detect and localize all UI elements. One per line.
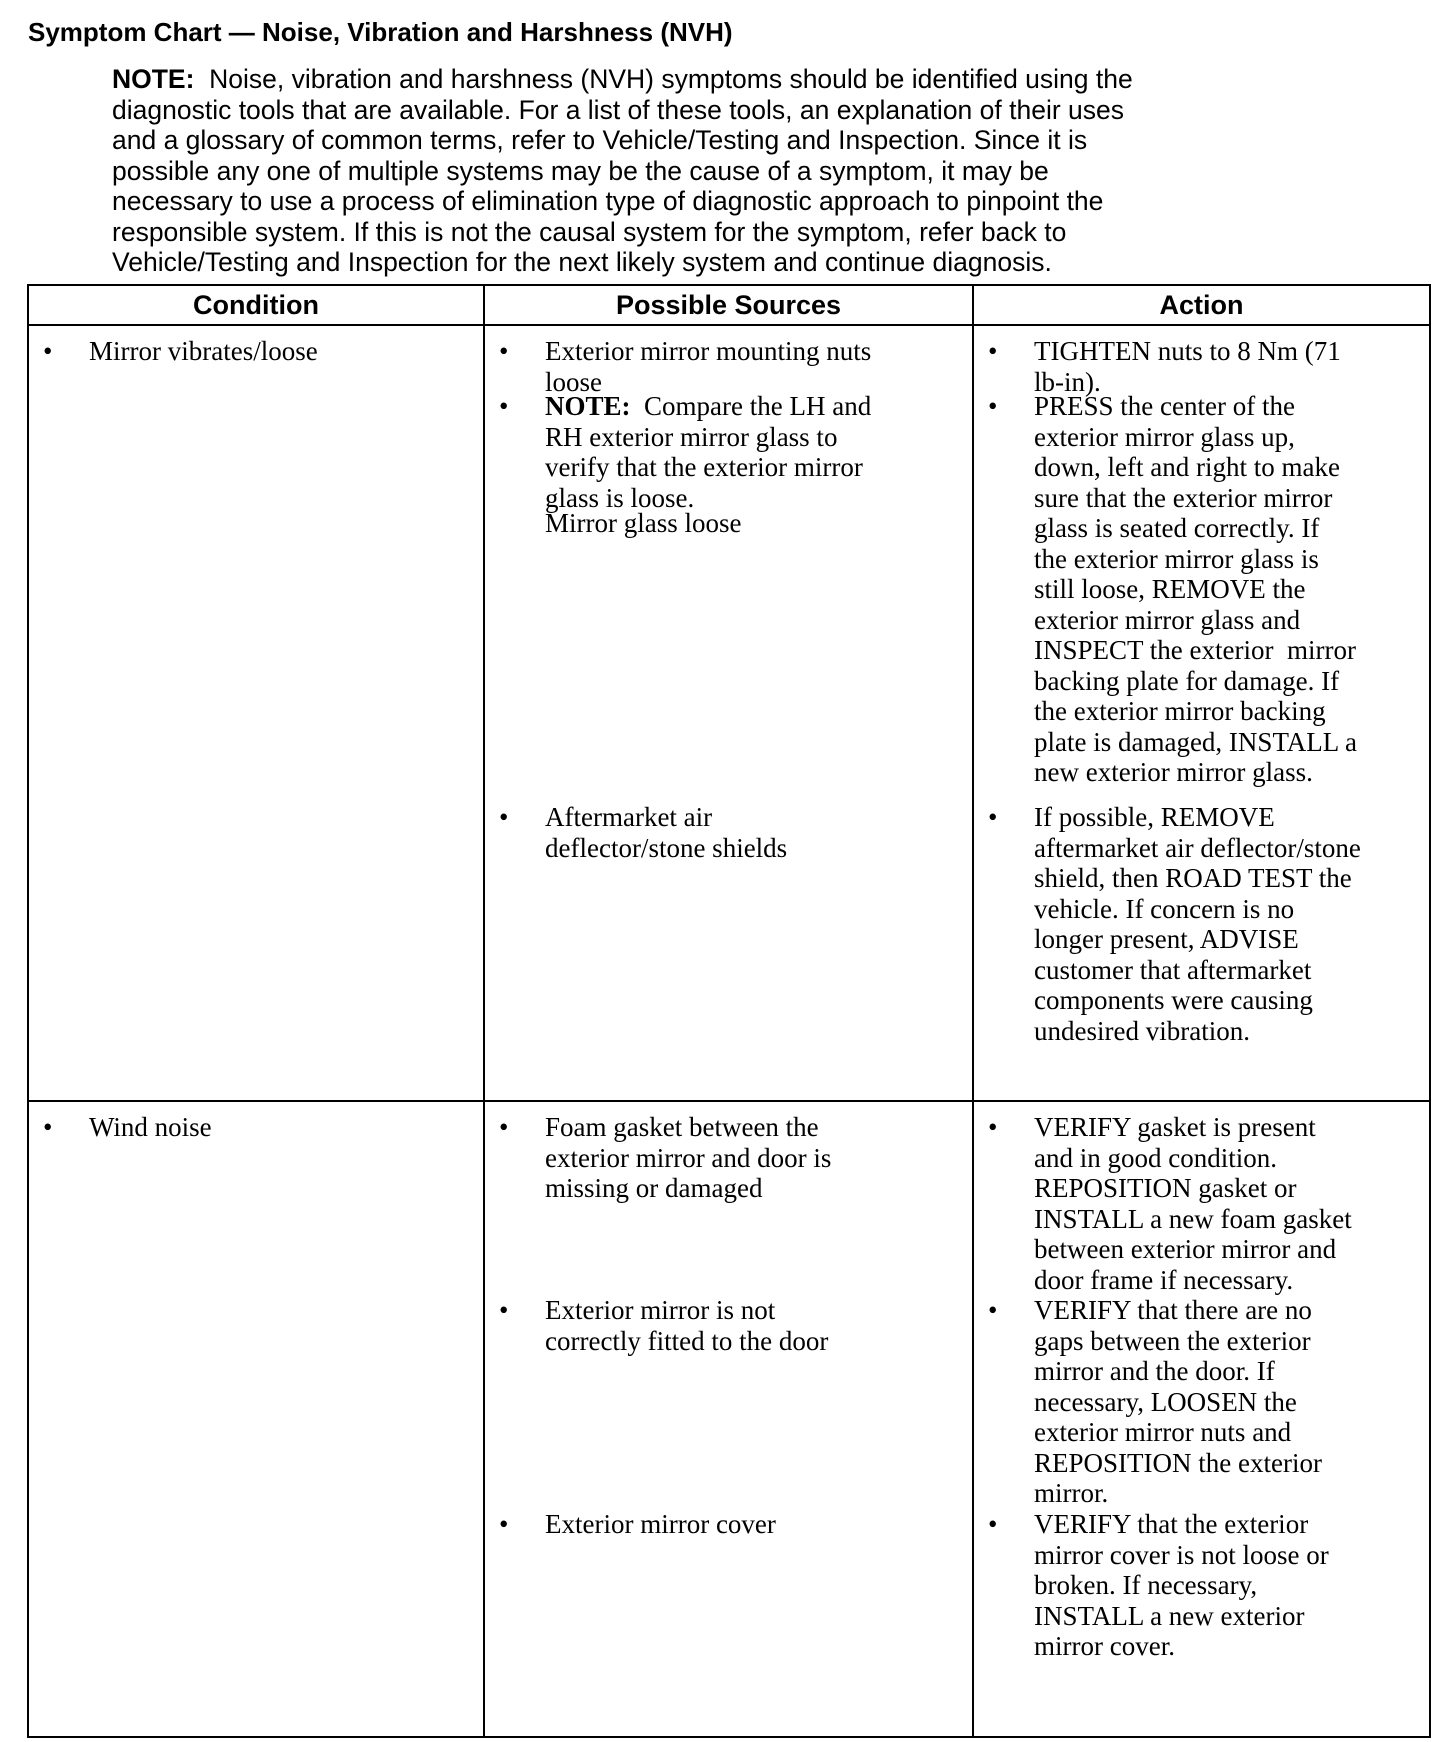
symptom-chart-table	[27, 284, 1431, 1738]
note-line: NOTE: Noise, vibration and harshness (NVH) symptoms should be identified using the	[112, 64, 1133, 94]
source-note-label: NOTE:	[545, 391, 631, 421]
note-line: responsible system. If this is not the causal system for the symptom, refer back to	[112, 216, 1067, 247]
page-title: Symptom Chart — Noise, Vibration and Harshness (NVH)	[28, 17, 733, 47]
sources-cell: • Exterior mirror mounting nuts loose • NOTE: Compare the LH and RH exterior mirror glass to verify that the exterior mirror glass is loose. Mirror glass loose • Aftermarket air deflector/stone shields	[484, 325, 973, 1101]
note-line: diagnostic tools that are available. For a list of these tools, an explanation of their uses	[112, 94, 1125, 125]
header-action: Action	[973, 285, 1430, 325]
note-line: Vehicle/Testing and Inspection for the next likely system and continue diagnosis.	[112, 247, 1052, 277]
condition-cell: • Wind noise	[28, 1101, 484, 1737]
condition-cell: • Mirror vibrates/loose	[28, 325, 484, 1101]
note-line: and a glossary of common terms, refer to Vehicle/Testing and Inspection. Since it is	[112, 125, 1088, 155]
table-header-row	[28, 285, 1430, 325]
header-possible-sources: Possible Sources	[484, 285, 973, 325]
table-row	[28, 325, 1430, 1101]
action-cell: • TIGHTEN nuts to 8 Nm (71 lb-in). • PRESS the center of the exterior mirror glass up, down, left and right to make sure that the exterior mirror glass is seated correctly. If the exterior mirror glass is still loose, REMOVE the exterior mirror glass and INSPECT the exterior mirror backing plate for damage. If the exterior mirror backing plate is damaged, INSTALL a new exterior mirror glass. • If possible, REMOVE aftermarket air deflector/stone shield, then ROAD TEST the vehicle. If concern is no longer present, ADVISE customer that aftermarket components were causing undesired vibration.	[973, 325, 1430, 1101]
note-label: NOTE:	[112, 64, 195, 94]
table-row	[28, 1101, 1430, 1737]
note-paragraph	[112, 64, 1352, 278]
header-condition: Condition	[28, 285, 484, 325]
note-line: necessary to use a process of elimination type of diagnostic approach to pinpoint the	[112, 186, 1104, 216]
sources-cell: • Foam gasket between the exterior mirror and door is missing or damaged • Exterior mirror is not correctly fitted to the door • Exterior mirror cover	[484, 1101, 973, 1737]
note-line: possible any one of multiple systems may be the cause of a symptom, it may be	[112, 155, 1049, 186]
action-cell: • VERIFY gasket is present and in good condition. REPOSITION gasket or INSTALL a new foam gasket between exterior mirror and door frame if necessary. • VERIFY that there are no gaps between the exterior mirror and the door. If necessary, LOOSEN the exterior mirror nuts and REPOSITION the exterior mirror. • VERIFY that the exterior mirror cover is not loose or broken. If necessary, INSTALL a new exterior mirror cover.	[973, 1101, 1430, 1737]
